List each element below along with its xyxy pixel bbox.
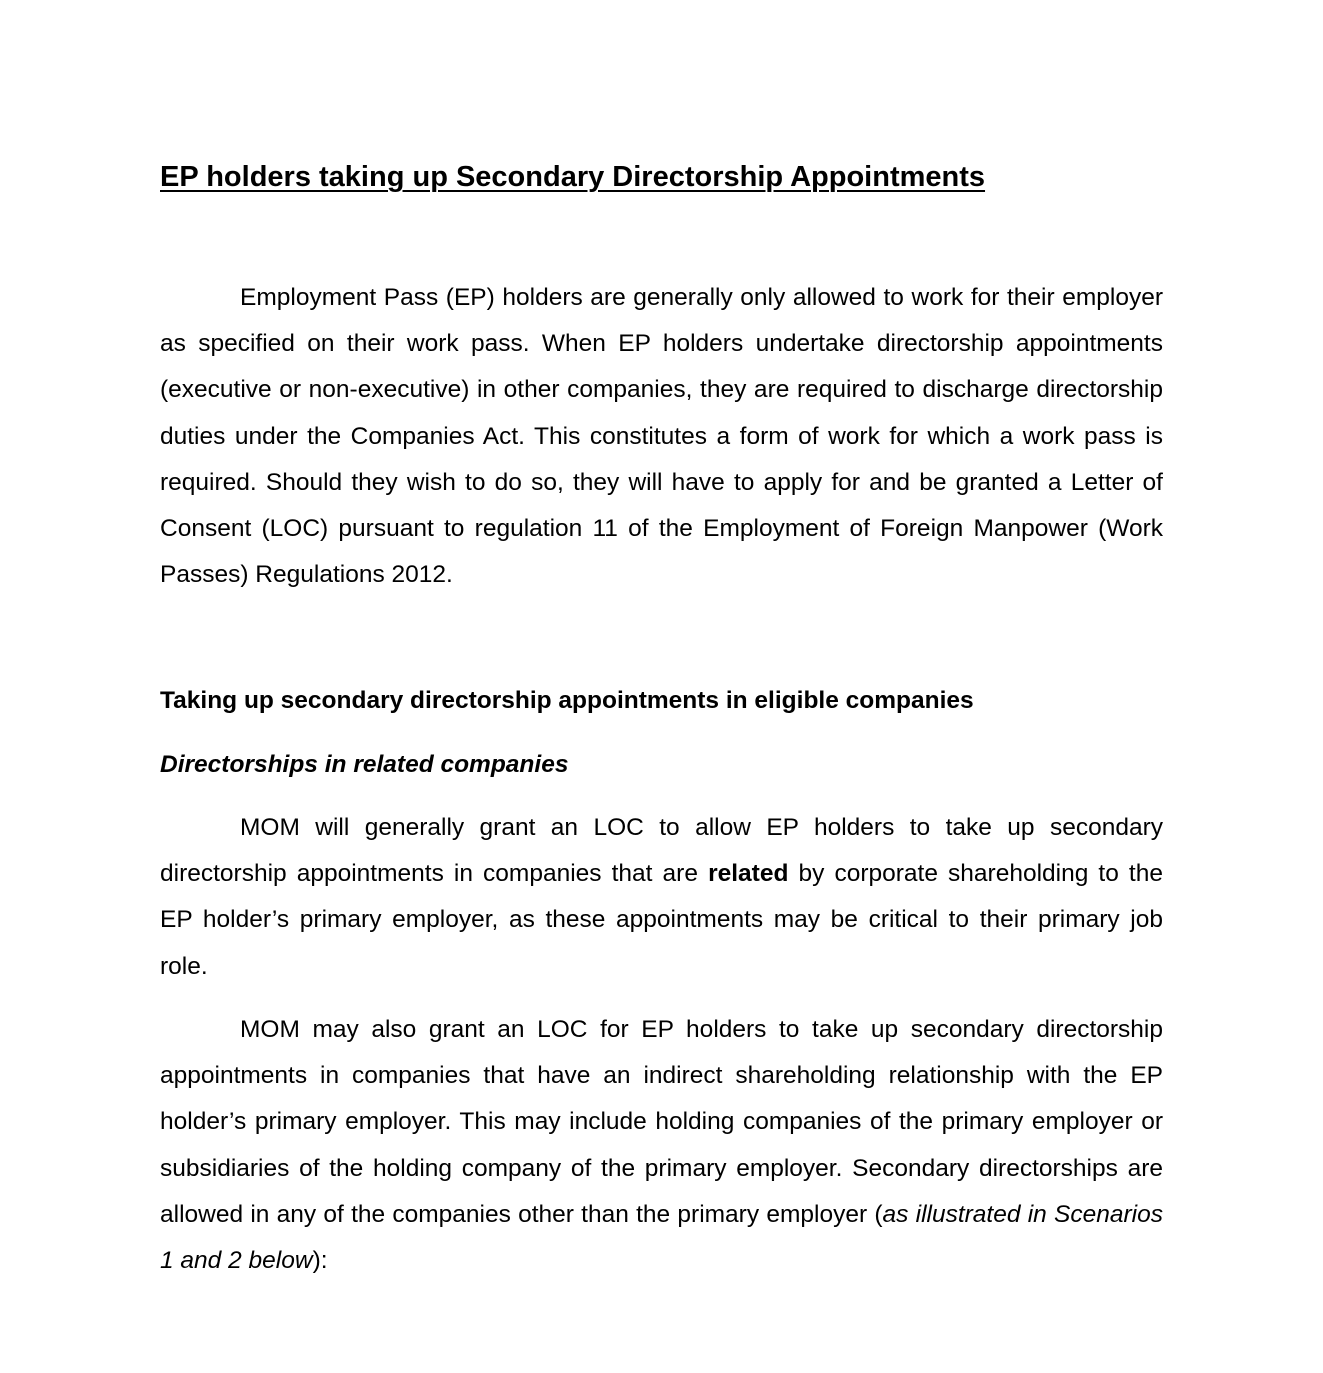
paragraph-indirect-shareholding xyxy=(160,1007,1163,1284)
section-heading: Taking up secondary directorship appointments in eligible companies xyxy=(160,687,974,714)
scenario-reference: as illustrated in Scenarios 1 and 2 below xyxy=(160,1200,1163,1275)
subsection-heading: Directorships in related companies xyxy=(160,751,569,778)
document-title: EP holders taking up Secondary Directorship Appointments xyxy=(160,161,986,193)
paragraph-text: MOM may also grant an LOC for EP holders to take up secondary directorship appointments in companies that have an indirect shareholding relationship with the EP holder’s primary employer. This may include holding companies of the primary employer or subsidiaries of the holding company of the primary employer. Secondary directorships are allowed in any of the companies other than the primary employer ( xyxy=(160,1016,1163,1228)
paragraph-text: by corporate shareholding to the EP holder’s primary employer, as these appointments may be critical to their primary job role. xyxy=(160,860,1163,980)
paragraph-text: MOM will generally grant an LOC to allow EP holders to take up secondary directorship appointments in companies that are xyxy=(160,814,1163,888)
paragraph-text: ): xyxy=(312,1247,328,1275)
emphasis-related: related xyxy=(708,860,789,888)
intro-paragraph: Employment Pass (EP) holders are generally only allowed to work for their employer as specified on their work pass. When EP holders undertake directorship appointments (executive or non-executive) in other companies, they are required to discharge directorship duties under the Companies Act. This constitutes a form of work for which a work pass is required. Should they wish to do so, they will have to apply for and be granted a Letter of Consent (LOC) pursuant to regulation 11 of the Employment of Foreign Manpower (Work Passes) Regulations 2012. xyxy=(160,284,1163,589)
paragraph-related-companies xyxy=(160,805,1163,990)
